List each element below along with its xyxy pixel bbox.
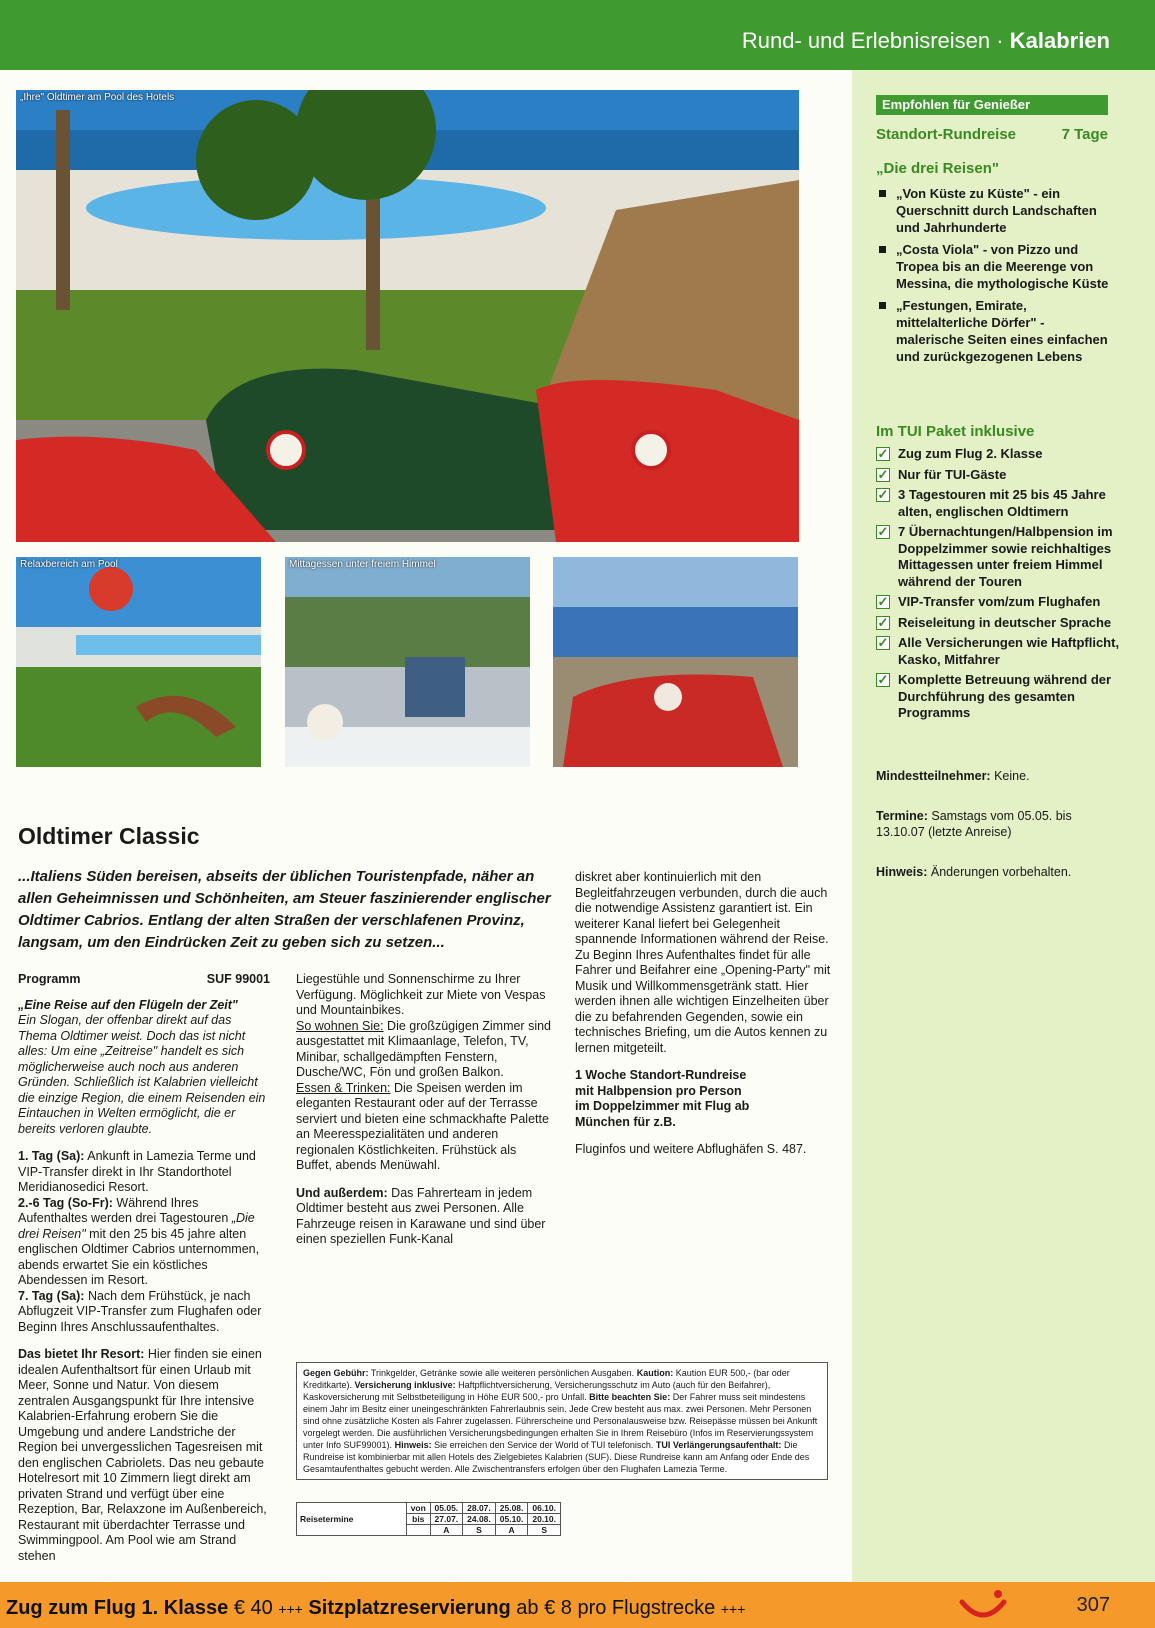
program-header	[18, 972, 270, 988]
ausserdem-label: Und außerdem:	[296, 1185, 388, 1200]
article-column-right	[575, 870, 837, 1170]
paket-item-text: VIP-Transfer vom/zum Flughafen	[898, 594, 1101, 609]
list-item	[876, 672, 1126, 722]
list-item	[876, 467, 1126, 484]
day2-text-italic: „Die drei Reisen"	[18, 1211, 255, 1241]
footer-zug-label: Zug zum Flug 1. Klasse	[6, 1597, 229, 1619]
min-participants	[876, 768, 1116, 784]
list-item: „Costa Viola" - von Pizzo und Tropea bis an die Meerenge von Messina, die mythologische Küste	[876, 241, 1116, 292]
gebuehr-text: Trinkgelder, Getränke sowie alle weiteren persönlichen Ausgaben.	[370, 1368, 635, 1378]
table-cell: S	[528, 1525, 561, 1536]
day7-text: Nach dem Frühstück, je nach Abflugzeit VIP-Transfer zum Flughafen oder Beginn Ihres Anschlussaufenthaltes.	[18, 1288, 262, 1334]
list-item	[876, 524, 1126, 590]
list-item	[876, 635, 1126, 668]
list-item	[876, 446, 1126, 463]
versicherung-label: Versicherung inklusive:	[354, 1380, 456, 1390]
essen-text: Die Speisen werden im eleganten Restaurant oder auf der Terrasse serviert und bieten eine schmackhafte Palette an Meeresspezialitäten und anderen regionalen Köstlichkeiten. Frühstück als Buffet, abends Menüwahl.	[296, 1080, 549, 1172]
amenities-text: Liegestühle und Sonnenschirme zu Ihrer Verfügung. Möglichkeit zur Miete von Vespas und Mountainbikes.	[296, 972, 546, 1017]
footer-separator: +++	[720, 1601, 746, 1617]
infobox-hinweis-text: Sie erreichen den Service der World of TUI telefonisch.	[434, 1440, 654, 1450]
paket-title: Im TUI Paket inklusive	[876, 423, 1035, 440]
checkmark-icon: ✓	[877, 466, 889, 482]
article-column-middle	[296, 972, 552, 1260]
table-cell: 24.08.	[463, 1514, 496, 1525]
footer-zug-price: € 40	[233, 1597, 273, 1619]
table-von: von	[407, 1503, 431, 1514]
ausserdem-text: Das Fahrerteam in jedem Oldtimer besteht aus zwei Personen. Alle Fahrzeuge reisen in Karawane und sind über einen speziellen Funk-Kanal	[296, 1185, 546, 1246]
article-column-left	[18, 972, 270, 1576]
paket-item-text: Nur für TUI-Gäste	[898, 466, 1007, 482]
infobox-hinweis-label: Hinweis:	[394, 1440, 432, 1450]
resort-text: Hier finden sie einen idealen Aufenthaltsort für einen Urlaub mit Meer, Sonne und Natur. Von diesem zentralen Ausgangspunkt für Ihre intensive Kalabrien-Erfahrung erobern Sie die Umgebung und andere Landstriche der Region bei unvergesslichen Tagesreisen mit den englischen Cabriolets. Das neu gebaute Hotelresort mit 10 Zimmern liegt direkt am privaten Strand und verfügt über eine Rezeption, Bar, Relaxzone im Außenbereich, Restaurant mit überdachter Terrasse und Swimmingpool. Am Pool wie am Strand stehen	[18, 1347, 267, 1563]
paket-item-text: Alle Versicherungen wie Haftpflicht, Kasko, Mitfahrer	[898, 635, 1120, 667]
article-lead: ...Italiens Süden bereisen, abseits der üblichen Touristenpfade, näher an allen Geheimnissen und Schönheiten, am Steuer faszinierender englischer Oldtimer Cabrios. Entlang der alten Straßen der verschlafenen Provinz, langsam, um den Eindrücken Zeit zu geben sich zu setzen...	[18, 868, 551, 951]
program-label: Programm	[18, 972, 81, 986]
intro-paragraph	[18, 998, 270, 1138]
lunch-outdoor-photo	[285, 557, 530, 767]
day2-text-pre: Während Ihres Aufenthaltes werden drei Tagestouren	[18, 1195, 229, 1225]
paket-item-text: Zug zum Flug 2. Klasse	[898, 446, 1043, 461]
table-cell: S	[463, 1525, 496, 1536]
paket-item-text: Komplette Betreuung während der Durchführung des gesamten Programms	[898, 672, 1112, 720]
day1-label: 1. Tag (Sa):	[18, 1149, 85, 1163]
main-photo-caption: „Ihre" Oldtimer am Pool des Hotels	[20, 92, 175, 103]
footer-sitz-label: Sitzplatzreservierung	[308, 1597, 511, 1619]
kaution-label: Kaution:	[636, 1368, 674, 1378]
paket-list	[876, 446, 1126, 726]
footer-sitz-price: ab € 8 pro Flugstrecke	[516, 1597, 716, 1619]
termine-info	[876, 808, 1086, 840]
sidebar-hinweis-value: Änderungen vorbehalten.	[930, 865, 1072, 879]
header-region: Kalabrien	[1009, 28, 1110, 53]
versicherung-text: Haftpflichtversicherung, Versicherungsschutz im Auto (auch für den Beifahrer), Kaskoversicherung mit Selbstbeteiligung in Höhe EUR 500,- pro Unfall.	[303, 1380, 771, 1402]
wohnen-text: Die großzügigen Zimmer sind ausgestattet mit Klimaanlage, Telefon, TV, Minibar, schallgedämpften Fenstern, Dusche/WC, Fön und großen Balkon.	[296, 1018, 551, 1079]
verlaengerung-text: Die Rundreise ist kombinierbar mit allen Hotels des Zielgebietes Kalabrien (SUF). Diese Rundreise kann am Anfang oder Ende des Gesamtaufenthaltes gebucht werden. Alle Zwischentransfers erfolgen über den Flughafen Lamezia Terme.	[303, 1440, 810, 1474]
list-item	[876, 615, 1126, 632]
table-label: Reisetermine	[297, 1503, 407, 1536]
table-cell-empty	[407, 1525, 431, 1536]
gebuehr-label: Gegen Gebühr:	[303, 1368, 369, 1378]
page-footer	[0, 1582, 1155, 1628]
checkmark-icon: ✓	[877, 524, 889, 539]
min-value: Keine.	[994, 769, 1030, 783]
table-cell: 27.07.	[430, 1514, 463, 1525]
list-item: „Festungen, Emirate, mittelalterliche Dörfer" - malerische Seiten eines einfachen und zurückgezogenen Lebens	[876, 297, 1116, 365]
list-item	[876, 594, 1126, 611]
table-bis: bis	[407, 1514, 431, 1525]
intro-title: „Eine Reise auf den Flügeln der Zeit"	[18, 997, 238, 1012]
day2-text-post: mit den 25 bis 45 jahre alten englischen Oldtimer Cabrios unternommen, abends erwartet Sie ein köstliches Abendessen im Resort.	[18, 1226, 260, 1287]
resort-label: Das bietet Ihr Resort:	[18, 1347, 145, 1361]
article-title: Oldtimer Classic	[18, 823, 200, 849]
day1-text: Ankunft in Lamezia Terme und VIP-Transfer direkt in Ihr Standorthotel Meridianosedici Resort.	[18, 1149, 256, 1194]
middle-paragraph	[296, 972, 552, 1174]
conditions-box	[296, 1362, 828, 1480]
checkmark-icon: ✓	[877, 446, 889, 461]
intro-text: Ein Slogan, der offenbar direkt auf das Thema Oldtimer weist. Doch das ist nicht alles: Um eine „Zeitreise" handelt es sich möglicherweise auch noch aus anderen Gründen. Schließlich ist Kalabrien vielleicht die einzige Region, die einem Reisenden ein Eintauchen in Welten ermöglicht, die er bereits verloren glaubte.	[18, 1013, 266, 1136]
beachten-text: Der Fahrer muss seit mindestens einem Jahr im Besitz einer uneingeschränkten Fahrerlaubnis sein. Jede Crew besteht aus max. zwei Personen. Mehr Personen sind ohne zusätzliche Kosten als Fahrer zugelassen. Führerscheine und Personalausweise bzw. Reisepässe müssen bei Ankunft vorgelegt werden. Die ausführlichen Versicherungsbedingungen erhalten Sie in Ihrem Reisebüro (Infos im Reservierungssystem unter Info SUF99001).	[303, 1392, 818, 1450]
paket-item-text: Reiseleitung in deutscher Sprache	[898, 614, 1112, 630]
checkmark-icon: ✓	[877, 614, 889, 630]
table-cell: 25.08.	[495, 1503, 528, 1514]
footer-offers	[6, 1597, 745, 1620]
table-row	[297, 1503, 561, 1514]
day7-label: 7. Tag (Sa):	[18, 1288, 85, 1303]
pool-photo-caption: Relaxbereich am Pool	[20, 559, 118, 570]
header-section: Rund- und Erlebnisreisen	[741, 28, 991, 53]
table-cell: A	[495, 1525, 528, 1536]
reisen-list	[876, 185, 1116, 370]
ausserdem-paragraph	[296, 1186, 552, 1248]
main-photo-oldtimer-pool	[16, 90, 799, 542]
lunch-photo-caption: Mittagessen unter freiem Himmel	[289, 559, 436, 570]
sidebar-hinweis-label: Hinweis:	[876, 865, 928, 879]
termine-label: Termine:	[876, 809, 928, 823]
checkmark-icon: ✓	[877, 672, 889, 687]
checkmark-icon: ✓	[877, 594, 889, 609]
table-cell: 28.07.	[463, 1503, 496, 1514]
wohnen-label: So wohnen Sie:	[296, 1018, 384, 1033]
table-cell: 05.05.	[430, 1503, 463, 1514]
coast-drive-photo	[553, 557, 798, 767]
page-header	[0, 0, 1155, 70]
paket-item-text: 3 Tagestouren mit 25 bis 45 Jahre alten, englischen Oldtimern	[898, 487, 1106, 519]
checkmark-icon: ✓	[877, 487, 889, 502]
table-cell: 06.10.	[528, 1503, 561, 1514]
tour-type: Standort-Rundreise	[876, 126, 1017, 143]
header-separator: ·	[996, 28, 1004, 53]
kaution-text: Kaution EUR 500,- (bar oder Kreditkarte).	[303, 1368, 790, 1390]
program-code: SUF 99001	[206, 972, 270, 986]
essen-label: Essen & Trinken:	[296, 1080, 391, 1095]
list-item	[876, 487, 1126, 520]
tui-logo-icon	[958, 1588, 1008, 1622]
checkmark-icon: ✓	[877, 635, 889, 650]
verlaengerung-label: TUI Verlängerungsaufenthalt:	[655, 1440, 782, 1450]
min-label: Mindestteilnehmer:	[876, 769, 991, 783]
offer-text: 1 Woche Standort-Rundreise mit Halbpension pro Person im Doppelzimmer mit Flug ab München für z.B.	[575, 1068, 750, 1129]
resort-paragraph	[18, 1347, 270, 1564]
beachten-label: Bitte beachten Sie:	[589, 1392, 671, 1402]
recommended-tag: Empfohlen für Genießer	[876, 95, 1108, 115]
page-number: 307	[1076, 1594, 1110, 1616]
reisen-title: „Die drei Reisen"	[876, 160, 999, 177]
pool-relax-photo	[16, 557, 261, 767]
table-cell: 05.10.	[495, 1514, 528, 1525]
tour-type-row	[876, 126, 1108, 143]
table-cell: 20.10.	[528, 1514, 561, 1525]
sidebar-hinweis	[876, 864, 1116, 880]
fluginfo-link[interactable]: Fluginfos und weitere Abflughäfen S. 487.	[575, 1142, 807, 1156]
day2-label: 2.-6 Tag (So-Fr):	[18, 1195, 113, 1210]
travel-dates-table	[296, 1502, 561, 1536]
list-item: „Von Küste zu Küste" - ein Querschnitt durch Landschaften und Jahrhunderte	[876, 185, 1116, 236]
table-cell: A	[430, 1525, 463, 1536]
tour-duration: 7 Tage	[1061, 126, 1108, 143]
footer-separator: +++	[278, 1601, 303, 1617]
itinerary	[18, 1149, 270, 1335]
header-title	[742, 28, 1110, 54]
termine-value: Samstags vom 05.05. bis 13.10.07 (letzte Anreise)	[876, 809, 1072, 839]
paket-item-text: 7 Übernachtungen/Halbpension im Doppelzimmer sowie reichhaltiges Mittagessen unter freiem Himmel während der Touren	[898, 524, 1113, 589]
right-text: diskret aber kontinuierlich mit den Begleitfahrzeugen verbunden, durch die auch die notwendige Assistenz garantiert ist. Ein weiterer Kanal liefert bei Gelegenheit spannende Informationen während der Reise. Zu Beginn Ihres Aufenthaltes findet für alle Fahrer und Beifahrer eine „Opening-Party" mit Musik und Willkommensgetränk statt. Hier werden ihnen alle wichtigen Einzelheiten über die zu befahrenden Gegenden, sowie ein technisches Briefing, um die Autos kennen zu lernen mitgeteilt.	[575, 870, 831, 1055]
